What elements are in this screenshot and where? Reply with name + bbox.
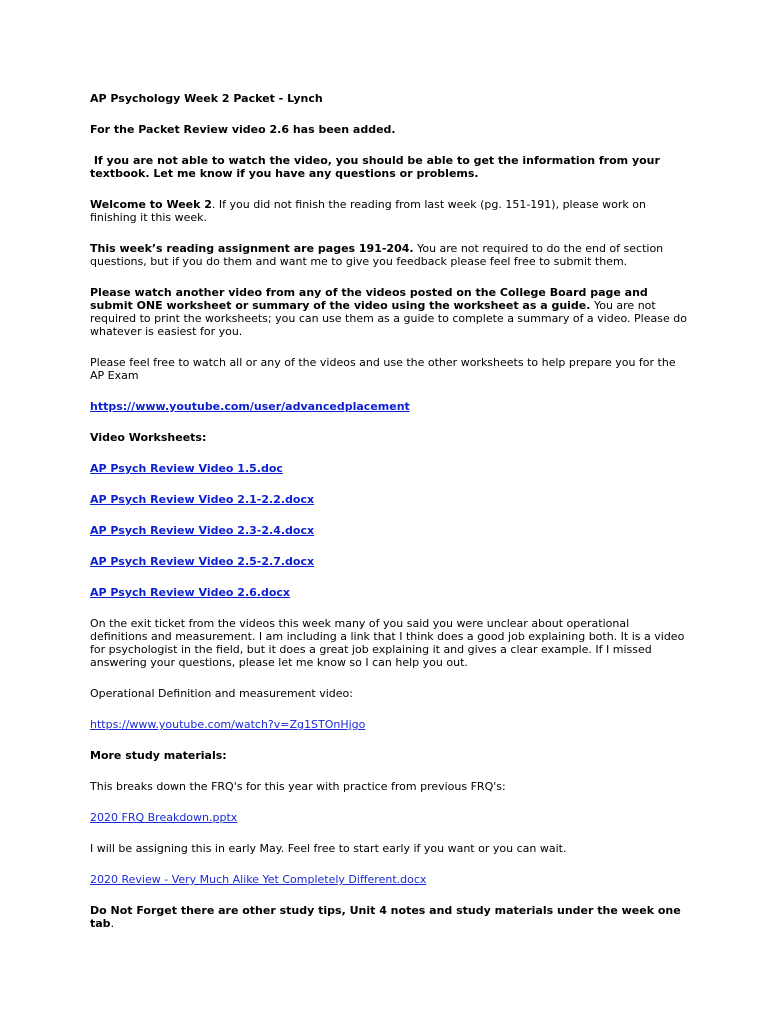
reminder-period: .: [110, 917, 115, 930]
frq-breakdown-intro: This breaks down the FRQ's for this year with practice from previous FRQ's:: [90, 780, 506, 793]
extra-videos-paragraph: Please feel free to watch all or any of the videos and use the other worksheets to help prepare you for the AP Exam: [90, 356, 676, 382]
worksheet-link-2-1-2-2[interactable]: AP Psych Review Video 2.1-2.2.docx: [90, 493, 315, 506]
assignment-timing-note: I will be assigning this in early May. Feel free to start early if you want or you can wait.: [90, 842, 567, 855]
frq-breakdown-link[interactable]: 2020 FRQ Breakdown.pptx: [90, 811, 238, 824]
operational-definition-video-link[interactable]: https://www.youtube.com/watch?v=Zg1STOnHjgo: [90, 718, 366, 731]
reading-assignment-paragraph: [90, 242, 690, 268]
reminder-text: Do Not Forget there are other study tips, Unit 4 notes and study materials under the week one tab: [90, 904, 681, 930]
document-body: [90, 92, 690, 948]
review-document-link[interactable]: 2020 Review - Very Much Alike Yet Completely Different.docx: [90, 873, 427, 886]
worksheet-link-2-6[interactable]: AP Psych Review Video 2.6.docx: [90, 586, 291, 599]
worksheet-link-2-5-2-7[interactable]: AP Psych Review Video 2.5-2.7.docx: [90, 555, 315, 568]
college-board-channel-link[interactable]: https://www.youtube.com/user/advancedplacement: [90, 400, 410, 413]
reminder-paragraph: [90, 904, 690, 930]
worksheet-instructions-text: You are not required to print the worksheets; you can use them as a guide to complete a summary of a video. Please do whatever is easiest for you.: [90, 299, 687, 338]
worksheet-instructions-paragraph: [90, 286, 690, 338]
welcome-text: . If you did not finish the reading from last week (pg. 151-191), please work on finishing it this week.: [90, 198, 646, 224]
video-worksheets-heading: Video Worksheets:: [90, 431, 207, 444]
reading-assignment-heading: This week’s reading assignment are pages 191-204.: [90, 242, 414, 255]
reading-assignment-text: You are not required to do the end of section questions, but if you do them and want me to give you feedback please feel free to submit them.: [90, 242, 664, 268]
welcome-heading: Welcome to Week 2: [90, 198, 212, 211]
document-title: AP Psychology Week 2 Packet - Lynch: [90, 92, 323, 105]
study-materials-heading: More study materials:: [90, 749, 227, 762]
packet-update-note: For the Packet Review video 2.6 has been added.: [90, 123, 396, 136]
worksheet-link-1-5[interactable]: AP Psych Review Video 1.5.doc: [90, 462, 283, 475]
welcome-paragraph: [90, 198, 690, 224]
video-unavailable-note: If you are not able to watch the video, you should be able to get the information from your textbook. Let me know if you have any questions or problems.: [90, 154, 664, 180]
worksheet-link-2-3-2-4[interactable]: AP Psych Review Video 2.3-2.4.docx: [90, 524, 315, 537]
exit-ticket-paragraph: On the exit ticket from the videos this week many of you said you were unclear about operational definitions and measurement. I am including a link that I think does a good job explaining both. It is a video for psychologist in the field, but it does a great job explaining it and gives a clear example. If I missed answering your questions, please let me know so I can help you out.: [90, 617, 685, 669]
worksheet-instructions-heading: Please watch another video from any of the videos posted on the College Board page and submit ONE worksheet or summary of the video using the worksheet as a guide.: [90, 286, 648, 312]
operational-definition-label: Operational Definition and measurement video:: [90, 687, 353, 700]
